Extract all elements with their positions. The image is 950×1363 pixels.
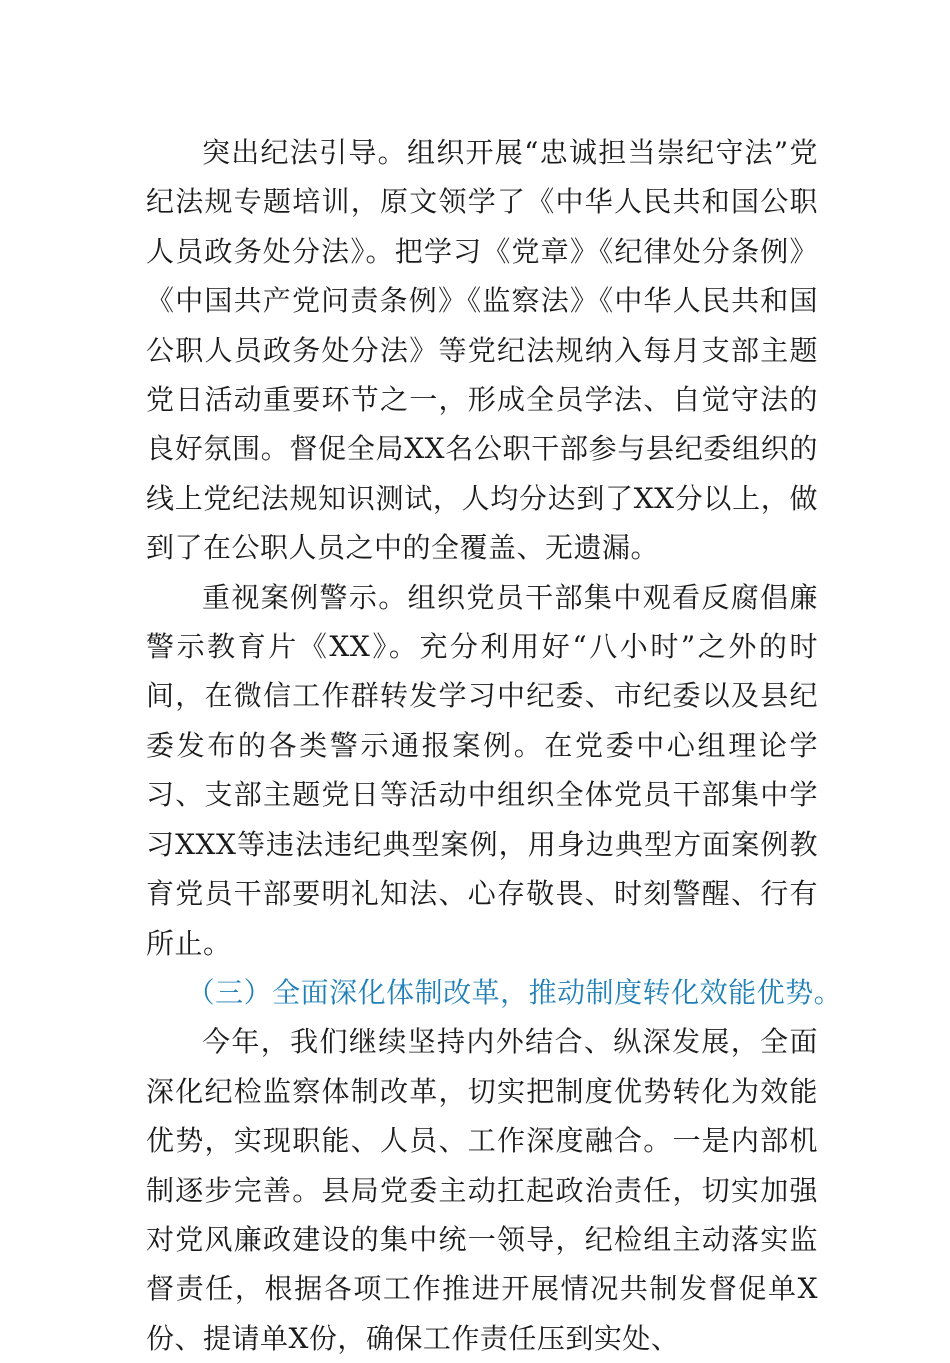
paragraph-discipline-guidance: 突出纪法引导。组织开展“忠诚担当崇纪守法”党纪法规专题培训，原文领学了《中华人民共和国公职人员政务处分法》。把学习《党章》《纪律处分条例》《中国共产党问责条例》《监察法》《中华人民共和国公职人员政务处分法》等党纪法规纳入每月支部主题党日活动重要环节之一，形成全员学法、自觉守法的良好氛围。督促全局XX名公职干部参与县纪委组织的线上党纪法规知识测试，人均分达到了XX分以上，做到了在公职人员之中的全覆盖、无遗漏。 xyxy=(146,136,818,565)
section-heading-three: （三）全面深化体制改革，推动制度转化效能优势。 xyxy=(186,975,843,1009)
paragraph-system-reform: 今年，我们继续坚持内外结合、纵深发展，全面深化纪检监察体制改革，切实把制度优势转化为效能优势，实现职能、人员、工作深度融合。一是内部机制逐步完善。县局党委主动扛起政治责任，切实加强对党风廉政建设的集中统一领导，纪检组主动落实监督责任，根据各项工作推进开展情况共制发督促单X份、提请单X份，确保工作责任压到实处、 xyxy=(146,1025,818,1355)
document-body xyxy=(146,128,843,1363)
paragraph-case-warning: 重视案例警示。组织党员干部集中观看反腐倡廉警示教育片《XX》。充分利用好“八小时”之外的时间，在微信工作群转发学习中纪委、市纪委以及县纪委发布的各类警示通报案例。在党委中心组理论学习、支部主题党日等活动中组织全体党员干部集中学习XXX等违法违纪典型案例，用身边典型方面案例教育党员干部要明礼知法、心存敬畏、时刻警醒、行有所止。 xyxy=(146,580,818,960)
